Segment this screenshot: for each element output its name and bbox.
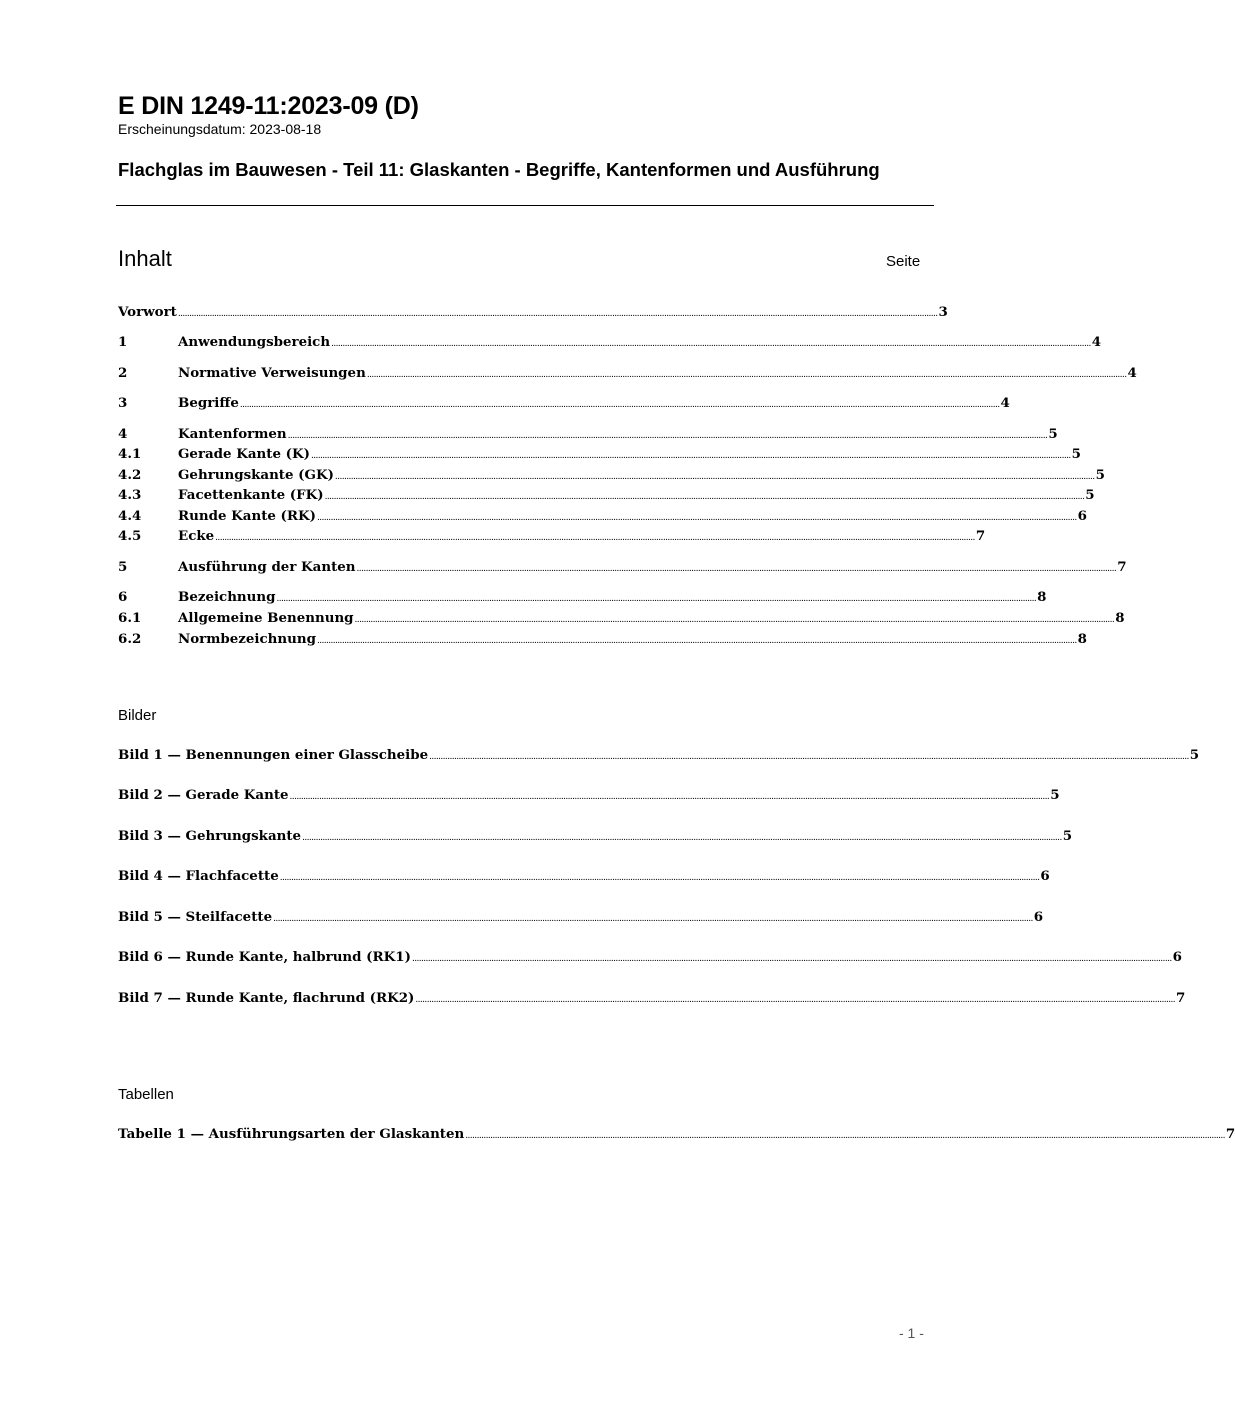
toc-entry-page: 5 [1095,467,1105,483]
toc-entry-label: Bezeichnung [178,589,276,605]
toc-entry-number: 6 [118,589,128,605]
leader-dots: ................................................................................................................................................................................................................................................................................................................................................ [331,339,1091,349]
leader-dots: ................................................................................................................................................................................................................................................................................................................................................ [334,472,1095,482]
toc-entry-6-2[interactable] [118,629,1087,649]
toc-entry-label: Allgemeine Benennung [178,610,354,626]
toc-entry-4-5[interactable] [118,526,986,546]
figure-entry-label: Bild 6 — Runde Kante, halbrund (RK1) [118,949,411,965]
page-number: - 1 - [899,1325,924,1341]
figure-entry-label: Bild 4 — Flachfacette [118,868,279,884]
toc-entry-number: 2 [118,365,128,381]
figure-entry-label: Bild 5 — Steilfacette [118,909,273,925]
figures-heading: Bilder [118,707,157,724]
figure-entry-page: 7 [1176,990,1186,1006]
toc-entry-4-2[interactable] [118,465,1105,485]
figure-entry-3[interactable] [118,826,1073,846]
toc-entry-4-4[interactable] [118,506,1087,526]
toc-entry-vorwort[interactable] [118,302,948,322]
toc-entry-number: 6.1 [118,610,142,626]
leader-dots: ................................................................................................................................................................................................................................................................................................................................................ [354,615,1115,625]
toc-entry-5[interactable] [118,557,1127,577]
toc-entry-2[interactable] [118,363,1137,383]
toc-entry-page: 4 [1091,334,1102,350]
toc-entry-label: Gerade Kante (K) [178,446,310,462]
toc-entry-label: Facettenkante (FK) [178,487,324,503]
leader-dots: ................................................................................................................................................................................................................................................................................................................................................ [316,636,1077,646]
figure-entry-6[interactable] [118,947,1182,967]
toc-entry-6-1[interactable] [118,608,1125,628]
toc-entry-page: 8 [1077,631,1087,647]
toc-entry-4[interactable] [118,424,1058,444]
toc-entry-page: 4 [1127,365,1137,381]
figure-entry-page: 5 [1062,828,1073,844]
table-entry-page: 7 [1225,1126,1235,1142]
leader-dots: ................................................................................................................................................................................................................................................................................................................................................ [317,513,1077,523]
toc-entry-label: Gehrungskante (GK) [178,467,334,483]
toc-heading: Inhalt [118,246,172,271]
toc-entry-4-3[interactable] [118,485,1095,505]
figure-entry-5[interactable] [118,907,1044,927]
figure-entry-page: 5 [1050,787,1060,803]
leader-dots: ................................................................................................................................................................................................................................................................................................................................................ [279,873,1040,883]
toc-entry-page: 8 [1115,610,1125,626]
leader-dots: ................................................................................................................................................................................................................................................................................................................................................ [289,792,1050,802]
toc-entry-number: 4.5 [118,528,142,544]
tables-heading: Tabellen [118,1086,174,1103]
toc-entry-label: Anwendungsbereich [178,334,331,350]
figure-entry-label: Bild 3 — Gehrungskante [118,828,302,844]
leader-dots: ................................................................................................................................................................................................................................................................................................................................................ [273,914,1033,924]
toc-entry-page: 8 [1037,589,1047,605]
toc-entry-page: 6 [1077,508,1087,524]
toc-entry-label: Kantenformen [178,426,287,442]
publication-date: Erscheinungsdatum: 2023-08-18 [118,121,322,137]
toc-entry-number: 4.2 [118,467,142,483]
leader-dots: ................................................................................................................................................................................................................................................................................................................................................ [324,492,1085,502]
figure-entry-4[interactable] [118,866,1050,886]
toc-entry-label: Begriffe [178,395,239,411]
toc-entry-label: Ecke [178,528,215,544]
page-column-label: Seite [886,253,921,270]
toc-entry-number: 6.2 [118,631,142,647]
table-entry-1[interactable] [118,1124,1235,1144]
toc-entry-page: 5 [1085,487,1095,503]
toc-entry-number: 4.4 [118,508,142,524]
leader-dots: ................................................................................................................................................................................................................................................................................................................................................ [215,533,975,543]
toc-entry-page: 5 [1048,426,1058,442]
toc-entry-number: 4.3 [118,487,142,503]
toc-entry-3[interactable] [118,393,1010,413]
toc-entry-label: Vorwort [118,304,177,320]
leader-dots: ................................................................................................................................................................................................................................................................................................................................................ [356,564,1117,574]
toc-entry-label: Runde Kante (RK) [178,508,316,524]
toc-entry-page: 5 [1071,446,1081,462]
toc-entry-label: Ausführung der Kanten [178,559,356,575]
figure-entry-label: Bild 1 — Benennungen einer Glasscheibe [118,747,429,763]
figure-entry-7[interactable] [118,988,1186,1008]
figure-entry-2[interactable] [118,785,1060,805]
leader-dots: ................................................................................................................................................................................................................................................................................................................................................ [239,400,1000,410]
toc-entry-number: 3 [118,395,128,411]
toc-entry-6[interactable] [118,587,1047,607]
figure-entry-label: Bild 2 — Gerade Kante [118,787,289,803]
figure-entry-label: Bild 7 — Runde Kante, flachrund (RK2) [118,990,415,1006]
toc-entry-number: 4.1 [118,446,142,462]
toc-entry-page: 7 [975,528,986,544]
leader-dots: ................................................................................................................................................................................................................................................................................................................................................ [366,370,1127,380]
toc-entry-number: 5 [118,559,128,575]
toc-entry-page: 4 [1000,395,1010,411]
toc-entry-4-1[interactable] [118,444,1081,464]
toc-entry-1[interactable] [118,332,1102,352]
leader-dots: ................................................................................................................................................................................................................................................................................................................................................ [177,309,938,319]
toc-entry-page: 7 [1117,559,1127,575]
figure-entry-1[interactable] [118,745,1200,765]
toc-entry-label: Normative Verweisungen [178,365,366,381]
toc-entry-label: Normbezeichnung [178,631,316,647]
table-entry-label: Tabelle 1 — Ausführungsarten der Glaskanten [118,1126,465,1142]
leader-dots: ................................................................................................................................................................................................................................................................................................................................................ [276,594,1037,604]
figure-entry-page: 5 [1189,747,1200,763]
toc-entry-number: 4 [118,426,128,442]
title-divider [116,205,934,206]
leader-dots: ................................................................................................................................................................................................................................................................................................................................................ [302,833,1062,843]
leader-dots: ................................................................................................................................................................................................................................................................................................................................................ [287,431,1048,441]
document-title: Flachglas im Bauwesen - Teil 11: Glaskanten - Begriffe, Kantenformen und Ausführung [118,159,880,180]
document-id: E DIN 1249-11:2023-09 (D) [118,92,419,120]
leader-dots: ................................................................................................................................................................................................................................................................................................................................................ [411,954,1172,964]
figure-entry-page: 6 [1040,868,1050,884]
leader-dots: ................................................................................................................................................................................................................................................................................................................................................ [465,1131,1225,1141]
figure-entry-page: 6 [1172,949,1182,965]
toc-entry-page: 3 [938,304,948,320]
leader-dots: ................................................................................................................................................................................................................................................................................................................................................ [429,752,1189,762]
leader-dots: ................................................................................................................................................................................................................................................................................................................................................ [310,451,1071,461]
leader-dots: ................................................................................................................................................................................................................................................................................................................................................ [415,995,1176,1005]
toc-entry-number: 1 [118,334,128,350]
figure-entry-page: 6 [1033,909,1044,925]
